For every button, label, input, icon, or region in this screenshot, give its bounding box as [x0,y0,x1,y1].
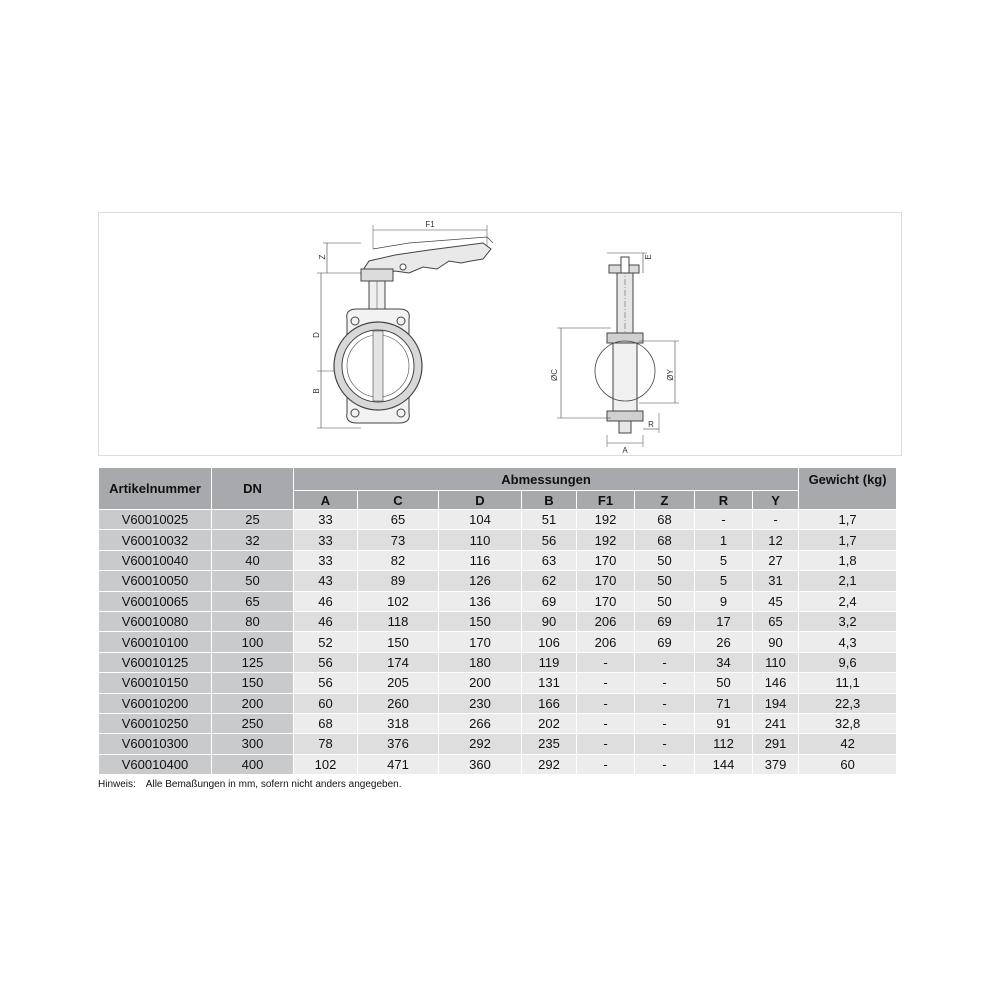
cell-artikelnummer: V60010300 [99,734,212,754]
cell-b: 62 [522,571,577,591]
header-gewicht: Gewicht (kg) [799,468,897,510]
table-row [99,550,897,570]
cell-dn: 65 [212,591,294,611]
cell-d: 170 [439,632,522,652]
cell-z: 50 [635,571,695,591]
label-z: Z [318,254,327,260]
cell-f1: 192 [577,510,635,530]
cell-dn: 300 [212,734,294,754]
cell-z: - [635,673,695,693]
label-a: A [622,446,628,455]
label-d: D [312,332,321,338]
cell-d: 292 [439,734,522,754]
cell-c: 89 [358,571,439,591]
cell-artikelnummer: V60010032 [99,530,212,550]
cell-gewicht: 11,1 [799,673,897,693]
cell-c: 471 [358,754,439,774]
cell-artikelnummer: V60010200 [99,693,212,713]
cell-dn: 200 [212,693,294,713]
cell-dn: 25 [212,510,294,530]
cell-artikelnummer: V60010100 [99,632,212,652]
cell-z: 69 [635,611,695,631]
cell-dn: 100 [212,632,294,652]
dimensions-table [98,467,897,775]
header-dn: DN [212,468,294,510]
cell-y: 27 [753,550,799,570]
cell-a: 78 [294,734,358,754]
cell-a: 33 [294,550,358,570]
cell-d: 126 [439,571,522,591]
cell-artikelnummer: V60010150 [99,673,212,693]
cell-a: 52 [294,632,358,652]
cell-y: 291 [753,734,799,754]
cell-gewicht: 1,7 [799,530,897,550]
table-row [99,693,897,713]
cell-b: 202 [522,713,577,733]
cell-artikelnummer: V60010040 [99,550,212,570]
cell-d: 266 [439,713,522,733]
cell-c: 318 [358,713,439,733]
cell-d: 110 [439,530,522,550]
cell-d: 180 [439,652,522,672]
cell-z: 50 [635,550,695,570]
label-e: E [644,254,653,260]
cell-gewicht: 32,8 [799,713,897,733]
cell-r: 71 [695,693,753,713]
cell-f1: 192 [577,530,635,550]
cell-z: - [635,734,695,754]
header-artikelnummer: Artikelnummer [99,468,212,510]
label-f1: F1 [425,220,435,229]
cell-y: 110 [753,652,799,672]
header-dim-y: Y [753,491,799,510]
header-dim-c: C [358,491,439,510]
cell-b: 235 [522,734,577,754]
label-b: B [312,388,321,394]
table-body [99,510,897,775]
cell-b: 90 [522,611,577,631]
cell-d: 200 [439,673,522,693]
table-row [99,571,897,591]
cell-r: 9 [695,591,753,611]
header-abmessungen: Abmessungen [294,468,799,491]
header-dim-f1: F1 [577,491,635,510]
cell-gewicht: 42 [799,734,897,754]
valve-drawing-svg [99,213,903,457]
cell-d: 136 [439,591,522,611]
cell-z: 69 [635,632,695,652]
cell-y: 65 [753,611,799,631]
cell-artikelnummer: V60010400 [99,754,212,774]
front-view [317,225,493,428]
cell-y: 379 [753,754,799,774]
cell-y: - [753,510,799,530]
table-row [99,611,897,631]
cell-dn: 40 [212,550,294,570]
footnote-label: Hinweis: [98,779,136,790]
cell-gewicht: 2,1 [799,571,897,591]
cell-dn: 32 [212,530,294,550]
cell-r: 50 [695,673,753,693]
cell-z: 68 [635,530,695,550]
cell-c: 174 [358,652,439,672]
cell-r: 5 [695,550,753,570]
cell-b: 51 [522,510,577,530]
cell-y: 45 [753,591,799,611]
cell-z: - [635,652,695,672]
cell-dn: 250 [212,713,294,733]
cell-gewicht: 1,8 [799,550,897,570]
cell-f1: - [577,713,635,733]
cell-d: 360 [439,754,522,774]
cell-artikelnummer: V60010250 [99,713,212,733]
table-row [99,754,897,774]
cell-y: 31 [753,571,799,591]
cell-c: 150 [358,632,439,652]
cell-b: 292 [522,754,577,774]
cell-c: 376 [358,734,439,754]
cell-z: - [635,693,695,713]
cell-a: 46 [294,611,358,631]
table-row [99,652,897,672]
table-row [99,734,897,754]
cell-a: 102 [294,754,358,774]
cell-a: 33 [294,510,358,530]
table-row [99,510,897,530]
cell-c: 102 [358,591,439,611]
header-dim-d: D [439,491,522,510]
cell-z: - [635,713,695,733]
cell-c: 65 [358,510,439,530]
cell-b: 63 [522,550,577,570]
table-row [99,632,897,652]
cell-y: 90 [753,632,799,652]
cell-artikelnummer: V60010025 [99,510,212,530]
cell-y: 12 [753,530,799,550]
cell-f1: 206 [577,611,635,631]
cell-artikelnummer: V60010125 [99,652,212,672]
cell-r: 26 [695,632,753,652]
cell-r: - [695,510,753,530]
cell-artikelnummer: V60010080 [99,611,212,631]
cell-f1: 170 [577,550,635,570]
label-c: ØC [550,369,559,381]
cell-artikelnummer: V60010065 [99,591,212,611]
cell-a: 46 [294,591,358,611]
cell-dn: 50 [212,571,294,591]
label-y: ØY [666,369,675,381]
cell-gewicht: 4,3 [799,632,897,652]
header-dim-a: A [294,491,358,510]
cell-c: 82 [358,550,439,570]
cell-r: 112 [695,734,753,754]
footnote [98,779,412,790]
cell-f1: 170 [577,571,635,591]
cell-gewicht: 3,2 [799,611,897,631]
table-row [99,713,897,733]
cell-d: 116 [439,550,522,570]
cell-dn: 125 [212,652,294,672]
cell-d: 230 [439,693,522,713]
cell-y: 146 [753,673,799,693]
table-row [99,530,897,550]
cell-f1: 206 [577,632,635,652]
cell-c: 260 [358,693,439,713]
cell-f1: - [577,652,635,672]
cell-dn: 150 [212,673,294,693]
cell-gewicht: 2,4 [799,591,897,611]
cell-artikelnummer: V60010050 [99,571,212,591]
header-dim-r: R [695,491,753,510]
footnote-text: Alle Bemaßungen in mm, sofern nicht anders angegeben. [145,779,402,790]
cell-a: 68 [294,713,358,733]
cell-a: 43 [294,571,358,591]
cell-d: 104 [439,510,522,530]
cell-z: 68 [635,510,695,530]
cell-r: 34 [695,652,753,672]
table-row [99,673,897,693]
cell-b: 119 [522,652,577,672]
cell-gewicht: 1,7 [799,510,897,530]
cell-a: 33 [294,530,358,550]
cell-gewicht: 22,3 [799,693,897,713]
cell-r: 1 [695,530,753,550]
cell-b: 166 [522,693,577,713]
cell-dn: 80 [212,611,294,631]
cell-a: 56 [294,652,358,672]
cell-f1: - [577,754,635,774]
cell-c: 73 [358,530,439,550]
cell-r: 17 [695,611,753,631]
cell-c: 205 [358,673,439,693]
cell-c: 118 [358,611,439,631]
cell-gewicht: 60 [799,754,897,774]
cell-f1: - [577,734,635,754]
cell-b: 131 [522,673,577,693]
cell-a: 56 [294,673,358,693]
cell-b: 56 [522,530,577,550]
cell-dn: 400 [212,754,294,774]
cell-y: 241 [753,713,799,733]
cell-b: 106 [522,632,577,652]
cell-r: 5 [695,571,753,591]
cell-f1: 170 [577,591,635,611]
cell-r: 91 [695,713,753,733]
cell-f1: - [577,693,635,713]
side-view [557,253,679,447]
cell-r: 144 [695,754,753,774]
cell-b: 69 [522,591,577,611]
cell-y: 194 [753,693,799,713]
cell-a: 60 [294,693,358,713]
cell-z: 50 [635,591,695,611]
cell-f1: - [577,673,635,693]
cell-d: 150 [439,611,522,631]
label-r: R [648,420,654,429]
cell-z: - [635,754,695,774]
header-dim-z: Z [635,491,695,510]
table-row [99,591,897,611]
technical-drawing [98,212,902,456]
cell-gewicht: 9,6 [799,652,897,672]
header-dim-b: B [522,491,577,510]
